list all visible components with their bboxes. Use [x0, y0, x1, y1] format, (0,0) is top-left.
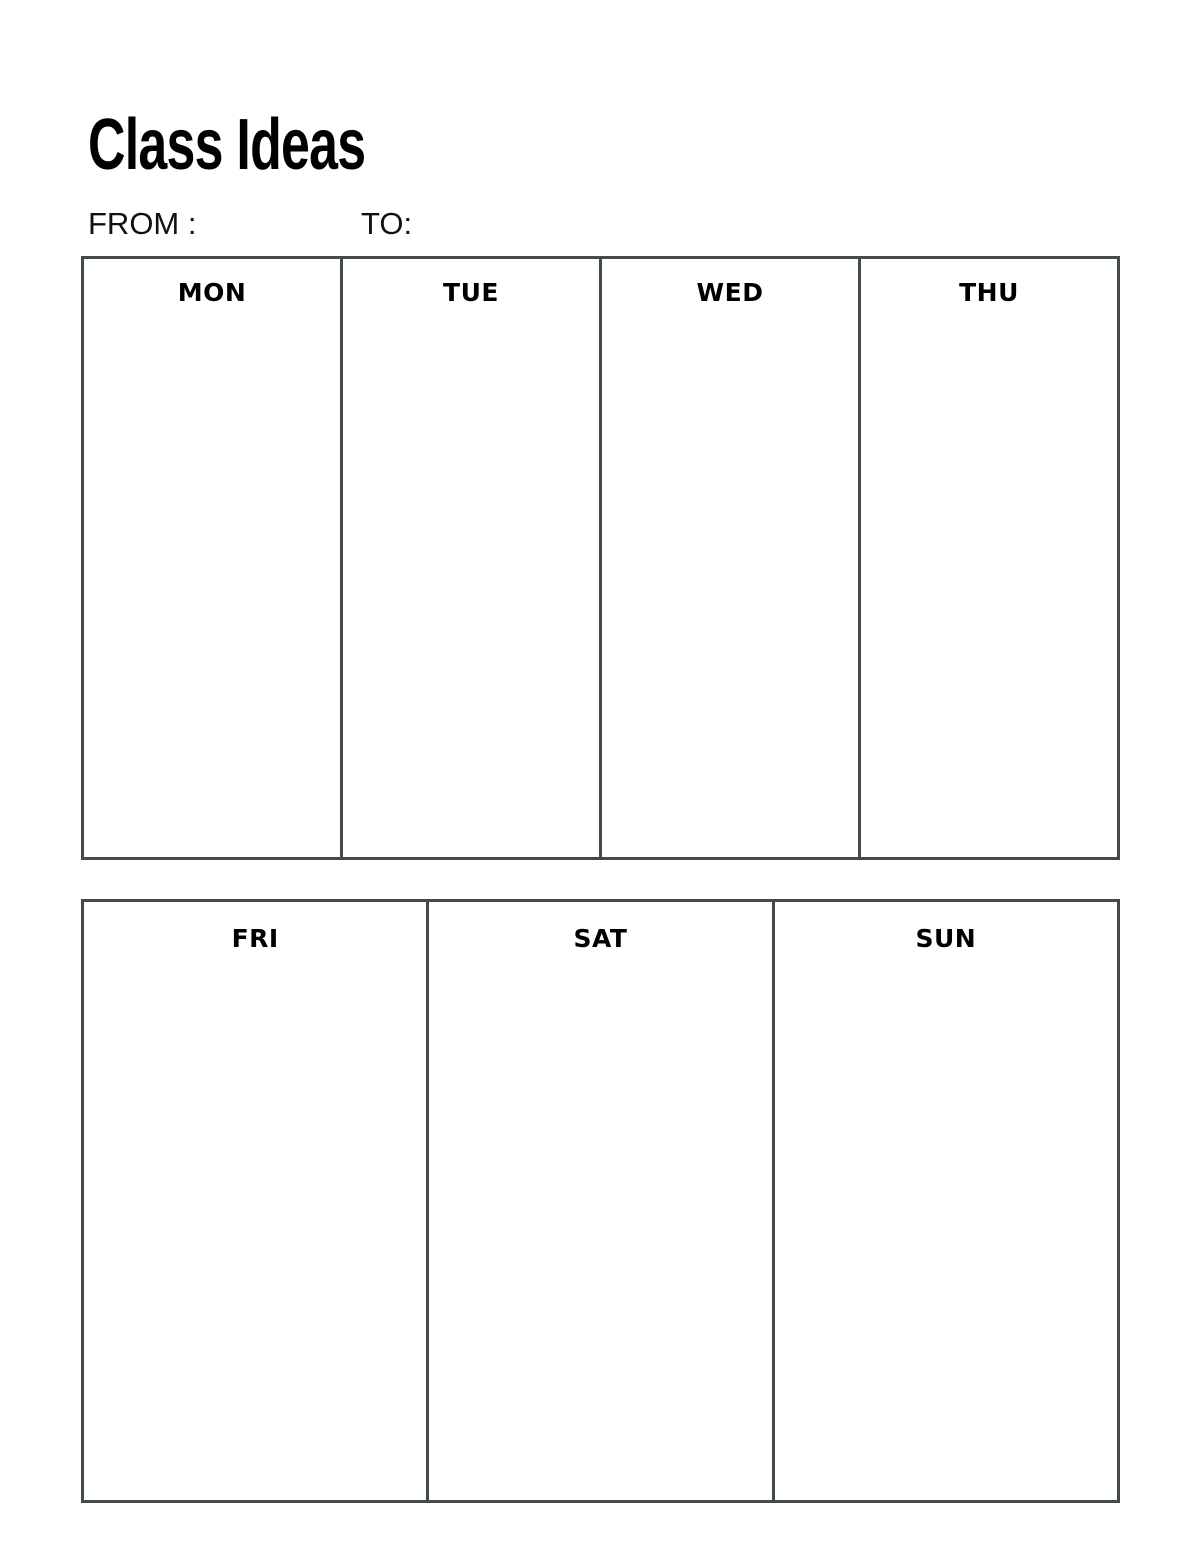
page-title: Class Ideas	[88, 105, 366, 185]
day-cell-sat[interactable]	[429, 902, 774, 1500]
day-cell-fri[interactable]	[84, 902, 429, 1500]
day-label-sun: SUN	[915, 924, 977, 953]
day-label-fri: FRI	[231, 924, 279, 953]
day-cell-sun[interactable]	[775, 902, 1117, 1500]
day-label-sat: SAT	[573, 924, 628, 953]
day-cell-mon[interactable]	[84, 259, 343, 857]
weekend-grid	[81, 899, 1120, 1503]
weekday-grid	[81, 256, 1120, 860]
day-label-wed: WED	[696, 278, 764, 307]
from-date-label: FROM :	[88, 206, 197, 241]
day-cell-thu[interactable]	[861, 259, 1117, 857]
day-cell-wed[interactable]	[602, 259, 861, 857]
day-label-mon: MON	[177, 278, 247, 307]
day-label-thu: THU	[959, 278, 1019, 307]
to-date-label: TO:	[361, 206, 413, 241]
day-label-tue: TUE	[443, 278, 499, 307]
day-cell-tue[interactable]	[343, 259, 602, 857]
